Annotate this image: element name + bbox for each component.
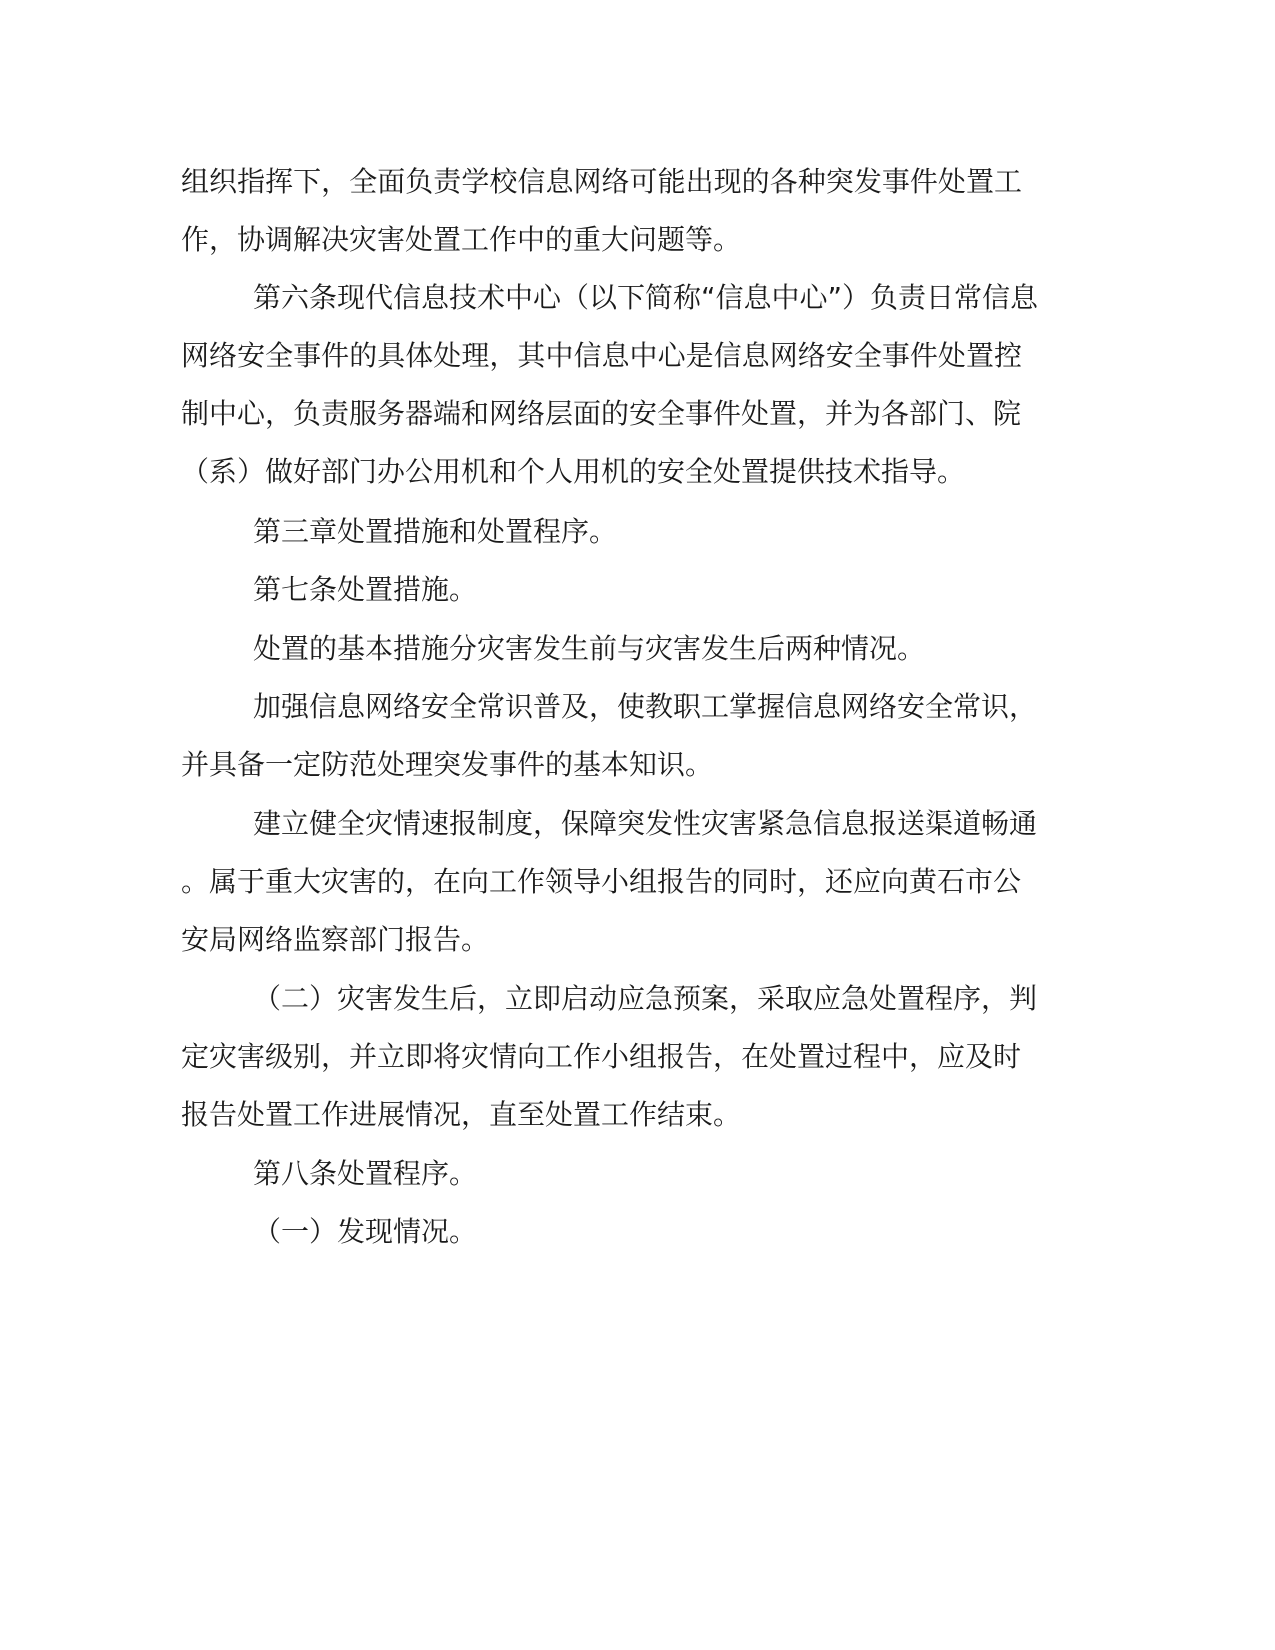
text-line: 并具备一定防范处理突发事件的基本知识。 [181, 748, 714, 781]
text-line: 第七条处置措施。 [253, 573, 478, 606]
text-line: 报告处置工作进展情况，直至处置工作结束。 [181, 1098, 742, 1131]
text-line: 加强信息网络安全常识普及，使教职工掌握信息网络安全常识， [253, 690, 1038, 723]
text-line: 网络安全事件的具体处理，其中信息中心是信息网络安全事件处置控 [181, 339, 1022, 372]
text-line: （二）灾害发生后，立即启动应急预案，采取应急处置程序，判 [253, 982, 1038, 1015]
text-line: 第三章处置措施和处置程序。 [253, 515, 618, 548]
text-line: 第八条处置程序。 [253, 1157, 478, 1190]
text-line: 处置的基本措施分灾害发生前与灾害发生后两种情况。 [253, 632, 926, 665]
text-line: 安局网络监察部门报告。 [181, 923, 490, 956]
text-line: 。属于重大灾害的，在向工作领导小组报告的同时，还应向黄石市公 [181, 865, 1022, 898]
text-line: 建立健全灾情速报制度，保障突发性灾害紧急信息报送渠道畅通 [253, 807, 1038, 840]
text-line: 组织指挥下，全面负责学校信息网络可能出现的各种突发事件处置工 [181, 165, 1022, 198]
text-line: 制中心，负责服务器端和网络层面的安全事件处置，并为各部门、院 [181, 397, 1022, 430]
text-line: （系）做好部门办公用机和个人用机的安全处置提供技术指导。 [181, 455, 966, 488]
text-line: （一）发现情况。 [253, 1215, 478, 1248]
text-line: 作，协调解决灾害处置工作中的重大问题等。 [181, 223, 742, 256]
text-line: 定灾害级别，并立即将灾情向工作小组报告，在处置过程中，应及时 [181, 1040, 1022, 1073]
text-line: 第六条现代信息技术中心（以下简称“信息中心”）负责日常信息 [253, 281, 1039, 314]
